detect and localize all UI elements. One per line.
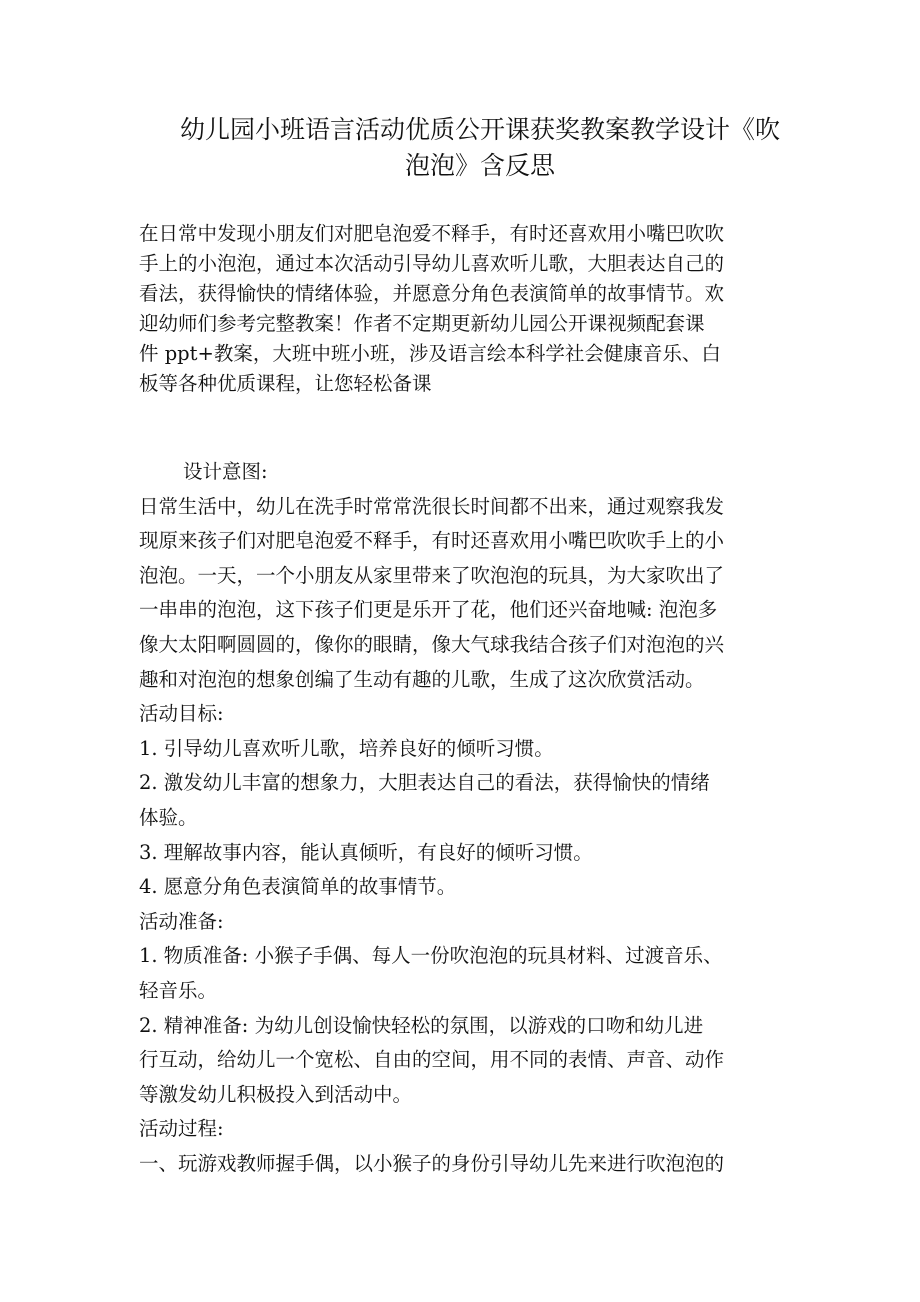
list-item: 1. 引导幼儿喜欢听儿歌，培养良好的倾听习惯。 — [139, 736, 554, 760]
intro-line: 迎幼师们参考完整教案！作者不定期更新幼儿园公开课视频配套课 — [139, 312, 705, 335]
body-line: 日常生活中，幼儿在洗手时常常洗很长时间都不出来，通过观察我发 — [139, 494, 725, 518]
intro-line: 看法，获得愉快的情绪体验，并愿意分角色表演简单的故事情节。欢 — [139, 282, 725, 305]
body-line: 像大太阳啊圆圆的，像你的眼睛，像大气球我结合孩子们对泡泡的兴 — [139, 632, 725, 656]
section-heading-process: 活动过程: — [139, 1117, 224, 1141]
intro-paragraph — [139, 219, 799, 399]
page-title — [160, 112, 800, 184]
body-line: 现原来孩子们对肥皂泡爱不释手，有时还喜欢用小嘴巴吹吹手上的小 — [139, 529, 725, 553]
main-content — [139, 455, 799, 1181]
list-item: 2. 精神准备: 为幼儿创设愉快轻松的氛围，以游戏的口吻和幼儿进 — [139, 1013, 704, 1037]
list-item: 3. 理解故事内容，能认真倾听，有良好的倾听习惯。 — [139, 840, 593, 864]
body-line: 泡泡。一天，一个小朋友从家里带来了吹泡泡的玩具，为大家吹出了 — [139, 563, 725, 587]
intro-line: 手上的小泡泡，通过本次活动引导幼儿喜欢听儿歌，大胆表达自己的 — [139, 252, 725, 275]
intro-line: 件 ppt+教案，大班中班小班，涉及语言绘本科学社会健康音乐、白 — [139, 342, 721, 365]
body-line: 趣和对泡泡的想象创编了生动有趣的儿歌，生成了这次欣赏活动。 — [139, 667, 705, 691]
intro-line: 在日常中发现小朋友们对肥皂泡爱不释手，有时还喜欢用小嘴巴吹吹 — [139, 222, 725, 245]
section-heading-preparation: 活动准备: — [139, 909, 224, 933]
list-item: 2. 激发幼儿丰富的想象力，大胆表达自己的看法，获得愉快的情绪 — [139, 771, 710, 795]
intro-line: 板等各种优质课程，让您轻松备课 — [139, 372, 432, 395]
list-item: 4. 愿意分角色表演简单的故事情节。 — [139, 875, 457, 899]
section-heading-goals: 活动目标: — [139, 702, 224, 726]
body-line: 行互动，给幼儿一个宽松、自由的空间，用不同的表情、声音、动作 — [139, 1048, 725, 1072]
body-line: 一串串的泡泡，这下孩子们更是乐开了花，他们还兴奋地喊: 泡泡多 — [139, 598, 718, 622]
title-line-2: 泡泡》含反思 — [404, 151, 555, 180]
list-item: 1. 物质准备: 小猴子手偶、每人一份吹泡泡的玩具材料、过渡音乐、 — [139, 944, 723, 968]
body-line: 一、玩游戏教师握手偶，以小猴子的身份引导幼儿先来进行吹泡泡的 — [139, 1151, 725, 1175]
section-heading-design-intent: 设计意图: — [183, 460, 268, 483]
body-line: 轻音乐。 — [139, 978, 218, 1002]
body-line: 体验。 — [139, 805, 198, 829]
title-line-1: 幼儿园小班语言活动优质公开课获奖教案教学设计《吹 — [179, 115, 780, 144]
body-line: 等激发幼儿积极投入到活动中。 — [139, 1082, 413, 1106]
